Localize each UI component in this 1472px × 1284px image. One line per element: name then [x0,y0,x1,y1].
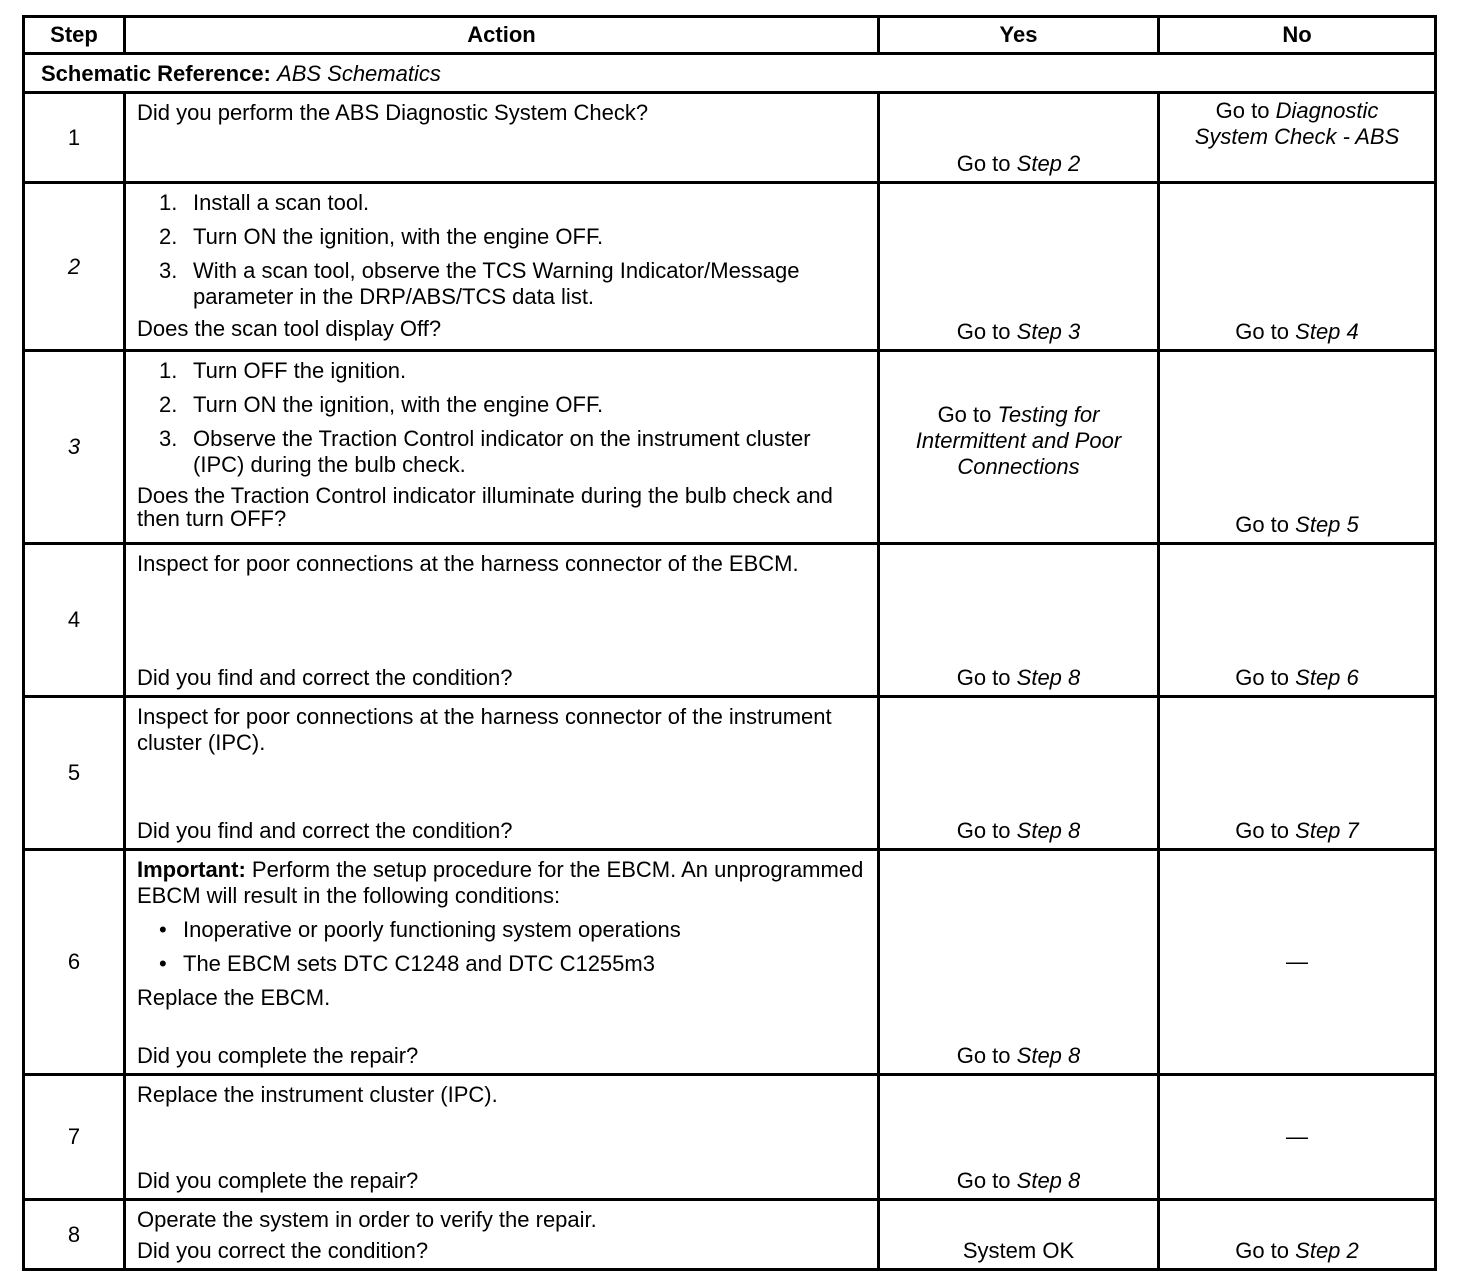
step-number: 1 [24,93,125,183]
list-item: 1. Install a scan tool. [159,190,370,215]
action-cell [125,1075,879,1200]
question-text: Did you find and correct the condition? [137,665,513,690]
table-row [24,1075,1436,1200]
no-dash: — [1286,949,1308,974]
action-cell [125,697,879,850]
header-row [24,17,1436,54]
header-action: Action [125,17,879,54]
step-number: 4 [24,544,125,697]
no-cell: Go to Step 6 [1159,544,1436,697]
header-step: Step [24,17,125,54]
list-item: 2. Turn ON the ignition, with the engine OFF. [159,224,604,249]
header-yes: Yes [879,17,1159,54]
no-cell: Go to Step 7 [1159,697,1436,850]
condition-list [137,917,867,977]
question-text: Did you complete the repair? [137,1168,419,1193]
no-cell: Go to Step 2 [1159,1200,1436,1270]
yes-link[interactable]: Step 8 [1016,1168,1081,1193]
yes-link[interactable]: Step 3 [1016,319,1081,344]
important-note [137,857,867,909]
step-number: 2 [67,253,81,279]
yes-cell: Go to Step 3 [879,183,1159,351]
question-text: Does the Traction Control indicator illuminate during the bulb check and then turn OFF? [137,483,833,531]
step-number: 8 [24,1200,125,1270]
yes-cell: Go to Step 8 [879,1075,1159,1200]
instruction-text: Replace the EBCM. [137,985,331,1010]
step-number: 7 [24,1075,125,1200]
diagnostic-table [22,15,1437,1271]
no-cell: Go to Diagnostic System Check - ABS [1159,93,1436,183]
no-link[interactable]: Step 5 [1295,512,1359,537]
yes-cell [879,1200,1159,1270]
yes-cell: Go to Step 8 [879,544,1159,697]
table-row [24,351,1436,544]
question-text: Did you complete the repair? [137,1043,419,1068]
action-cell [125,183,879,351]
no-link[interactable]: Step 7 [1295,818,1359,843]
list-item: • Inoperative or poorly functioning system operations [159,917,681,942]
yes-link[interactable]: Step 2 [1016,151,1081,176]
no-cell: Go to Step 4 [1159,183,1436,351]
important-text: Perform the setup procedure for the EBCM. An unprogrammed EBCM will result in the following conditions: [137,857,864,908]
question-text: Does the scan tool display Off? [137,316,442,341]
schematic-reference-link[interactable]: ABS Schematics [277,61,441,86]
important-label: Important: [137,857,246,882]
table-row [24,544,1436,697]
no-dash: — [1286,1124,1308,1149]
list-item: 1. Turn OFF the ignition. [159,358,407,383]
action-cell [125,93,879,183]
schematic-reference-row [24,54,1436,93]
yes-cell: Go to Step 8 [879,697,1159,850]
step-number: 3 [67,434,81,459]
table-row [24,1200,1436,1270]
schematic-reference [24,54,1436,93]
list-item: 3. Observe the Traction Control indicator on the instrument cluster (IPC) during the bulb check. [159,426,811,477]
list-item: 2. Turn ON the ignition, with the engine OFF. [159,392,604,417]
no-link[interactable]: Step 6 [1295,665,1359,690]
no-link[interactable]: Step 4 [1295,319,1359,344]
action-cell [125,1200,879,1270]
instruction-text: Inspect for poor connections at the harness connector of the instrument cluster (IPC). [137,704,832,755]
no-cell: Go to Step 5 [1159,351,1436,544]
table-row [24,697,1436,850]
table-row [24,183,1436,351]
action-cell [125,850,879,1075]
yes-cell: Go to Step 8 [879,850,1159,1075]
question-text: Did you perform the ABS Diagnostic System Check? [137,100,649,125]
step-number: 5 [24,697,125,850]
instruction-text: Inspect for poor connections at the harness connector of the EBCM. [137,551,799,576]
list-item: • The EBCM sets DTC C1248 and DTC C1255m3 [159,951,655,976]
yes-link[interactable]: Testing for Intermittent and Poor Connections [915,402,1122,479]
yes-cell: Go to Step 2 [879,93,1159,183]
no-cell [1159,1075,1436,1200]
instruction-list [137,358,867,478]
no-link[interactable]: Diagnostic System Check - ABS [1194,98,1400,149]
yes-result: System OK [962,1238,1075,1263]
action-cell [125,544,879,697]
yes-cell: Go to Testing for Intermittent and Poor Connections [879,351,1159,544]
list-item: 3. With a scan tool, observe the TCS Warning Indicator/Message parameter in the DRP/ABS/TCS data list. [159,258,800,309]
yes-link[interactable]: Step 8 [1016,1043,1081,1068]
table-row [24,93,1436,183]
instruction-list [137,190,867,310]
instruction-text: Replace the instrument cluster (IPC). [137,1082,498,1107]
table-row [24,850,1436,1075]
yes-link[interactable]: Step 8 [1016,665,1081,690]
no-link[interactable]: Step 2 [1295,1238,1359,1263]
header-no: No [1159,17,1436,54]
step-number: 6 [24,850,125,1075]
question-text: Did you correct the condition? [137,1238,429,1263]
action-cell [125,351,879,544]
no-cell [1159,850,1436,1075]
yes-link[interactable]: Step 8 [1016,818,1081,843]
schematic-reference-label: Schematic Reference: [41,61,271,86]
instruction-text: Operate the system in order to verify the repair. [137,1207,597,1232]
question-text: Did you find and correct the condition? [137,818,513,843]
